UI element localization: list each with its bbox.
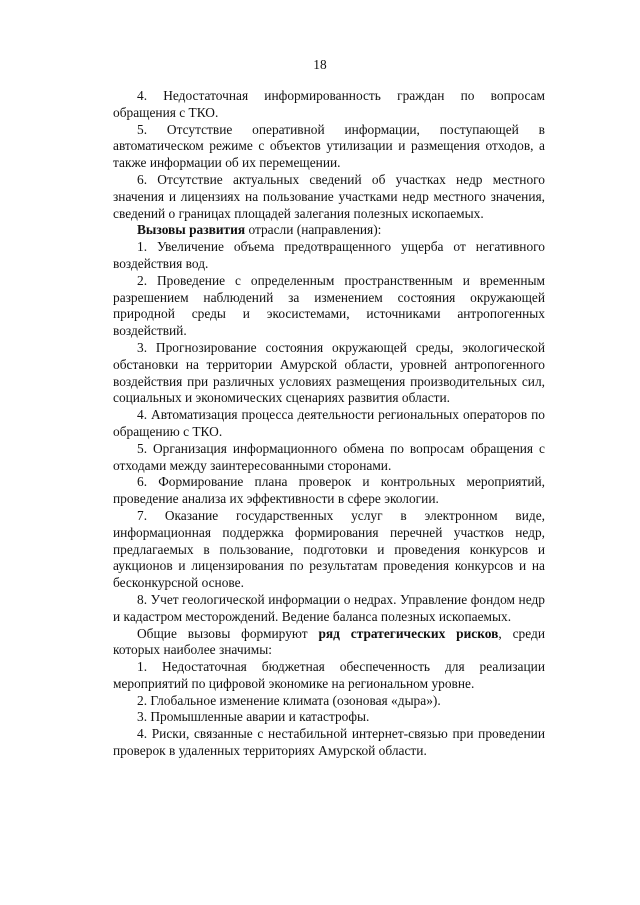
paragraph xyxy=(113,122,545,172)
paragraph xyxy=(113,709,545,726)
text-segment: 1. Недостаточная бюджетная обеспеченность для реализации мероприятий по цифровой экономике на региональном уровне. xyxy=(113,659,545,691)
text-segment: 7. Оказание государственных услуг в электронном виде, информационная поддержка формирования перечней участков недр, предлагаемых в пользование, подготовки и проведения конкурсов и аукционов и лицензирования по результатам проведения конкурсов и на бесконкурсной основе. xyxy=(113,507,545,591)
text-segment: 6. Отсутствие актуальных сведений об участках недр местного значения и лицензиях на пользование участками недр местного значения, сведений о границах площадей залегания полезных ископаемых. xyxy=(113,171,545,221)
text-segment: 6. Формирование плана проверок и контрольных мероприятий, проведение анализа их эффективности в сфере экологии. xyxy=(113,474,545,507)
text-segment: отрасли (направления): xyxy=(245,222,382,238)
text-segment: , среди которых наиболее значимы: xyxy=(113,625,545,658)
text-segment: Общие вызовы формируют xyxy=(137,625,319,641)
page-number: 18 xyxy=(313,57,327,72)
paragraph xyxy=(113,693,545,710)
paragraph xyxy=(113,508,545,592)
text-segment: 3. Промышленные аварии и катастрофы. xyxy=(137,709,370,725)
paragraph xyxy=(113,592,545,626)
paragraph xyxy=(113,273,545,340)
text-segment: 3. Прогнозирование состояния окружающей среды, экологической обстановки на территории Амурской области, уровней антропогенного воздействия при различных условиях размещения производительных сил, социальных и экономических сценариях развития области. xyxy=(113,339,545,406)
paragraph xyxy=(113,222,545,239)
paragraph xyxy=(113,239,545,273)
text-segment: 4. Риски, связанные с нестабильной интернет-связью при проведении проверок в удаленных территориях Амурской области. xyxy=(113,726,545,759)
paragraph xyxy=(113,441,545,475)
text-segment: 8. Учет геологической информации о недрах. Управление фондом недр и кадастром месторождений. Ведение баланса полезных ископаемых. xyxy=(113,591,545,624)
bold-text: Вызовы развития xyxy=(137,222,246,238)
document-body xyxy=(113,88,545,760)
text-segment: 5. Организация информационного обмена по вопросам обращения с отходами между заинтересованными сторонами. xyxy=(113,440,545,473)
bold-text: ряд стратегических рисков xyxy=(318,625,499,641)
paragraph xyxy=(113,659,545,693)
paragraph xyxy=(113,88,545,122)
paragraph xyxy=(113,474,545,508)
paragraph xyxy=(113,172,545,222)
text-segment: 1. Увеличение объема предотвращенного ущерба от негативного воздействия вод. xyxy=(113,239,545,271)
text-segment: 2. Глобальное изменение климата (озоновая «дыра»). xyxy=(137,692,441,708)
paragraph xyxy=(113,726,545,760)
text-segment: 2. Проведение с определенным пространственным и временным разрешением наблюдений за изменением состояния окружающей природной среды и экосистемами, источниками антропогенных воздействий. xyxy=(113,272,545,339)
paragraph xyxy=(113,626,545,660)
text-segment: 4. Недостаточная информированность граждан по вопросам обращения с ТКО. xyxy=(113,88,545,120)
text-segment: 5. Отсутствие оперативной информации, поступающей в автоматическом режиме с объектов утилизации и размещения отходов, а также информации об их перемещении. xyxy=(113,121,545,171)
paragraph xyxy=(113,340,545,407)
paragraph xyxy=(113,407,545,441)
text-segment: 4. Автоматизация процесса деятельности региональных операторов по обращению с ТКО. xyxy=(113,407,545,439)
